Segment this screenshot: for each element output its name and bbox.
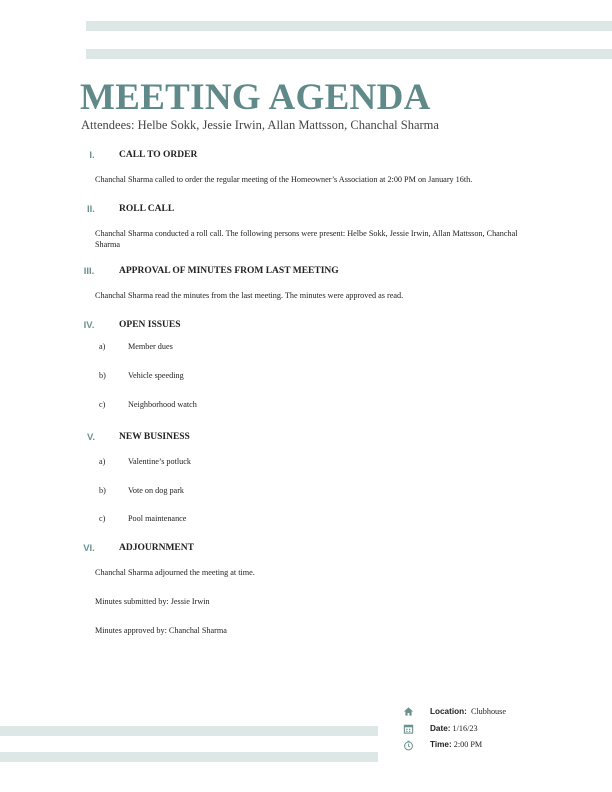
- section-number: IV.: [83, 320, 95, 331]
- list-item-letter: a): [99, 342, 106, 351]
- minutes-submitted: [95, 597, 535, 608]
- header-bar-bottom: [86, 49, 612, 59]
- date-label: Date:: [430, 724, 451, 733]
- list-item-letter: a): [99, 457, 106, 466]
- minutes-approved: [95, 626, 535, 637]
- section-title-open-issues: OPEN ISSUES: [119, 320, 181, 330]
- date-value: 1/16/23: [452, 724, 478, 733]
- section-text-approval: Chanchal Sharma read the minutes from the last meeting. The minutes were approved as read.: [95, 291, 404, 300]
- section-number: III.: [83, 266, 95, 277]
- list-item-letter: c): [99, 514, 106, 523]
- attendees-line: Attendees: Helbe Sokk, Jessie Irwin, Allan Mattsson, Chanchal Sharma: [81, 118, 439, 132]
- time-row: [430, 740, 482, 749]
- list-item: Vehicle speeding: [128, 371, 184, 380]
- time-value: 2:00 PM: [453, 740, 483, 749]
- section-title-call-to-order: CALL TO ORDER: [119, 150, 198, 160]
- calendar-icon: [403, 723, 414, 734]
- section-text-roll-call: Chanchal Sharma conducted a roll call. The following persons were present: Helbe Sokk, Jessie Irwin, Allan Mattsson, Chanchal Sharma: [95, 229, 518, 249]
- section-title-approval: APPROVAL OF MINUTES FROM LAST MEETING: [119, 266, 339, 276]
- section-number: VI.: [83, 543, 95, 554]
- section-number: V.: [86, 432, 96, 443]
- section-number: II.: [87, 204, 95, 215]
- list-item: Valentine’s potluck: [128, 457, 191, 466]
- location-row: [430, 707, 506, 716]
- list-item-letter: b): [99, 371, 106, 380]
- home-icon: [403, 706, 414, 717]
- location-label: Location:: [430, 707, 467, 716]
- time-label: Time:: [430, 740, 452, 749]
- list-item-letter: c): [99, 400, 106, 409]
- clock-icon: [403, 740, 414, 751]
- minutes-submitted-label: Minutes submitted by:: [95, 597, 169, 606]
- section-title-adjournment: ADJOURNMENT: [119, 543, 194, 553]
- list-item: Pool maintenance: [128, 514, 187, 523]
- header-bar-top: [86, 21, 612, 31]
- section-number: I.: [89, 150, 95, 161]
- section-title-roll-call: ROLL CALL: [119, 204, 175, 214]
- section-title-new-business: NEW BUSINESS: [119, 432, 190, 442]
- footer-bar-top: [0, 726, 378, 736]
- list-item-letter: b): [99, 486, 106, 495]
- page-title: MEETING AGENDA: [80, 77, 431, 118]
- date-row: [430, 724, 478, 733]
- section-text-call-to-order: Chanchal Sharma called to order the regular meeting of the Homeowner’s Association at 2:00 PM on January 16th.: [95, 175, 473, 184]
- list-item: Neighborhood watch: [128, 400, 197, 409]
- footer-bar-bottom: [0, 752, 378, 762]
- minutes-submitted-name: Jessie Irwin: [170, 597, 210, 606]
- minutes-approved-label: Minutes approved by:: [95, 626, 167, 635]
- section-text-adjournment: Chanchal Sharma adjourned the meeting at time.: [95, 568, 255, 577]
- list-item: Vote on dog park: [128, 486, 185, 495]
- location-value: Clubhouse: [470, 707, 506, 716]
- minutes-approved-name: Chanchal Sharma: [168, 626, 227, 635]
- list-item: Member dues: [128, 342, 173, 351]
